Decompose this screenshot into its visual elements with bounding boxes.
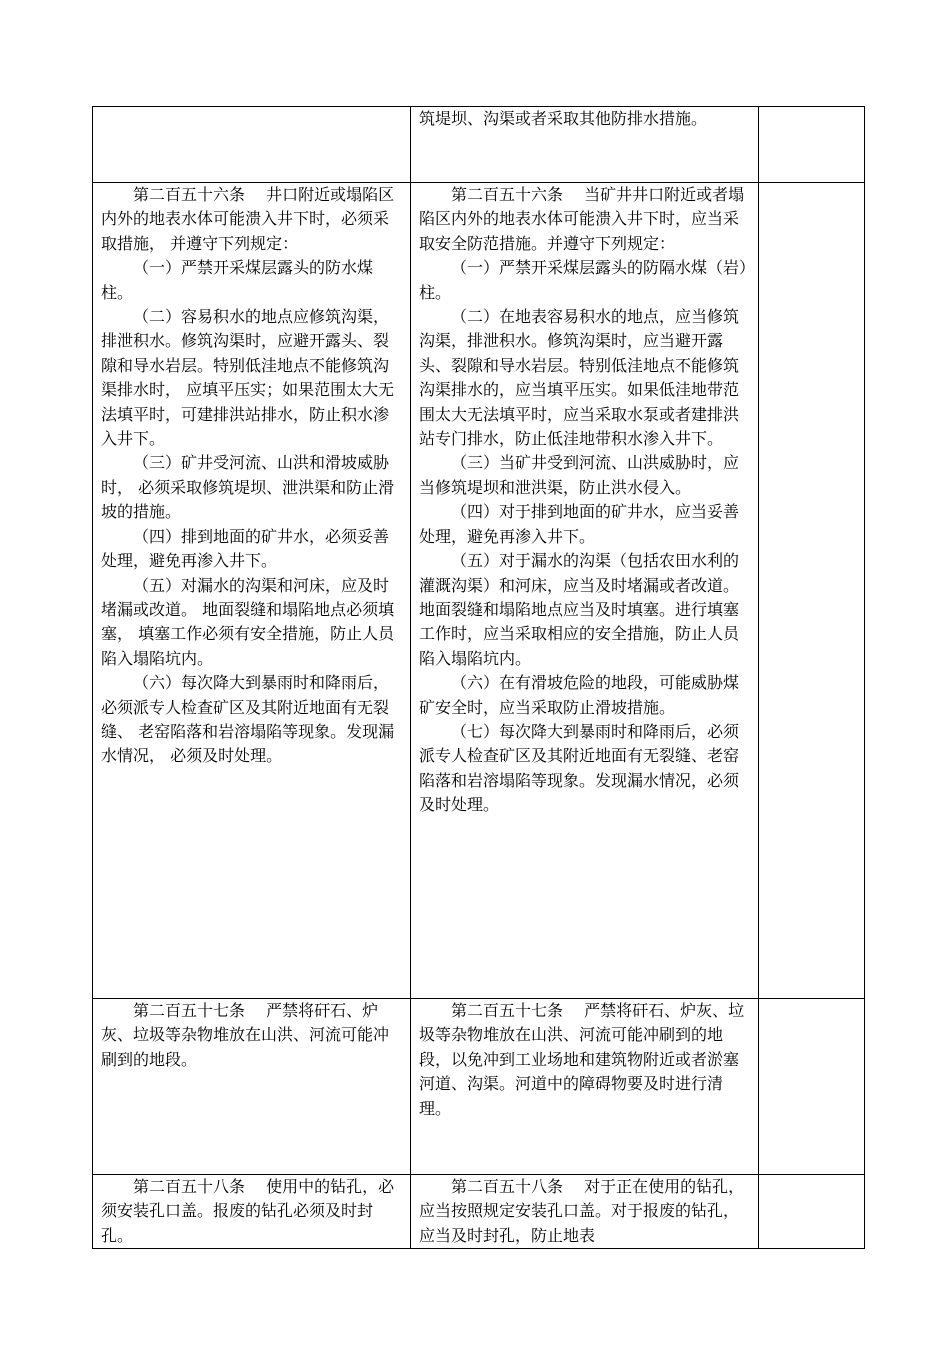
table-row	[93, 1175, 865, 1249]
clause-paragraph: 第二百五十七条 严禁将矸石、炉灰、垃圾等杂物堆放在山洪、河流可能冲刷到的地段。	[101, 1001, 390, 1069]
clause-paragraph: （三）矿井受河流、山洪和滑坡威胁时， 必须采取修筑堤坝、泄洪渠和防止滑坡的措施。	[101, 453, 395, 522]
table-row	[93, 999, 865, 1175]
new-text-cell	[411, 999, 759, 1175]
clause-paragraph: 筑堤坝、沟渠或者采取其他防排水措施。	[419, 109, 708, 128]
clause-paragraph: 第二百五十七条 严禁将矸石、炉灰、垃圾等杂物堆放在山洪、河流可能冲刷到的地段，以免冲到工业场地和建筑物附近或者淤塞河道、沟渠。河道中的障碍物要及时进行清理。	[419, 1001, 745, 1118]
table-row	[93, 107, 865, 183]
clause-paragraph: （二）容易积水的地点应修筑沟渠，排泄积水。修筑沟渠时，应避开露头、裂隙和导水岩层。特别低洼地点不能修筑沟渠排水时， 应填平压实；如果范围太大无法填平时，可建排洪站排水，防止积水渗入井下。	[101, 307, 395, 449]
clause-paragraph: （五）对漏水的沟渠和河床，应及时堵漏或改道。 地面裂缝和塌陷地点必须填塞， 填塞工作必须有安全措施，防止人员陷入塌陷坑内。	[101, 575, 395, 668]
old-text-cell	[93, 183, 411, 999]
remark-cell	[759, 1175, 865, 1249]
remark-cell	[759, 999, 865, 1175]
old-text-cell	[93, 999, 411, 1175]
clause-paragraph: 第二百五十六条 当矿井井口附近或者塌陷区内外的地表水体可能溃入井下时，应当采取安全防范措施。并遵守下列规定：	[419, 185, 745, 253]
clause-paragraph: （六）每次降大到暴雨时和降雨后，必须派专人检查矿区及其附近地面有无裂缝、 老窑陷落和岩溶塌陷等现象。发现漏水情况， 必须及时处理。	[101, 673, 395, 766]
clause-paragraph: 第二百五十八条 使用中的钻孔，必须安装孔口盖。报废的钻孔必须及时封孔。	[101, 1177, 395, 1245]
regulation-comparison-table	[92, 106, 865, 1249]
clause-paragraph: （四）排到地面的矿井水，必须妥善处理，避免再渗入井下。	[101, 526, 390, 571]
new-text-cell	[411, 107, 759, 183]
clause-paragraph: （五）对于漏水的沟渠（包括农田水利的灌溉沟渠）和河床，应当及时堵漏或者改道。地面裂缝和塌陷地点应当及时填塞。进行填塞工作时，应当采取相应的安全措施，防止人员陷入塌陷坑内。	[419, 551, 740, 668]
table-row	[93, 183, 865, 999]
clause-paragraph: （六）在有滑坡危险的地段，可能威胁煤矿安全时，应当采取防止滑坡措施。	[419, 673, 740, 717]
remark-cell	[759, 183, 865, 999]
new-text-cell	[411, 183, 759, 999]
clause-paragraph: （一）严禁开采煤层露头的防水煤柱。	[101, 258, 374, 302]
clause-paragraph: （二）在地表容易积水的地点，应当修筑沟渠，排泄积水。修筑沟渠时，应当避开露头、裂隙和导水岩层。特别低洼地点不能修筑沟渠排水的，应当填平压实。如果低洼地带范围太大无法填平时，应当采取水泵或者建排洪站专门排水，防止低洼地带积水渗入井下。	[419, 307, 740, 449]
clause-paragraph: （七）每次降大到暴雨时和降雨后，必须派专人检查矿区及其附近地面有无裂缝、老窑陷落和岩溶塌陷等现象。发现漏水情况，必须及时处理。	[419, 721, 740, 815]
clause-paragraph: （一）严禁开采煤层露头的防隔水煤（岩）柱。	[419, 258, 748, 302]
clause-paragraph: （四）对于排到地面的矿井水，应当妥善处理，避免再渗入井下。	[419, 502, 740, 546]
remark-cell	[759, 107, 865, 183]
old-text-cell	[93, 107, 411, 183]
old-text-cell	[93, 1175, 411, 1249]
new-text-cell	[411, 1175, 759, 1249]
clause-paragraph: （三）当矿井受到河流、山洪威胁时，应当修筑堤坝和泄洪渠，防止洪水侵入。	[419, 453, 740, 497]
clause-paragraph: 第二百五十六条 井口附近或塌陷区内外的地表水体可能溃入井下时，必须采取措施， 并遵守下列规定：	[101, 185, 395, 253]
clause-paragraph: 第二百五十八条 对于正在使用的钻孔，应当按照规定安装孔口盖。对于报废的钻孔，应当及时封孔，防止地表	[419, 1177, 745, 1245]
